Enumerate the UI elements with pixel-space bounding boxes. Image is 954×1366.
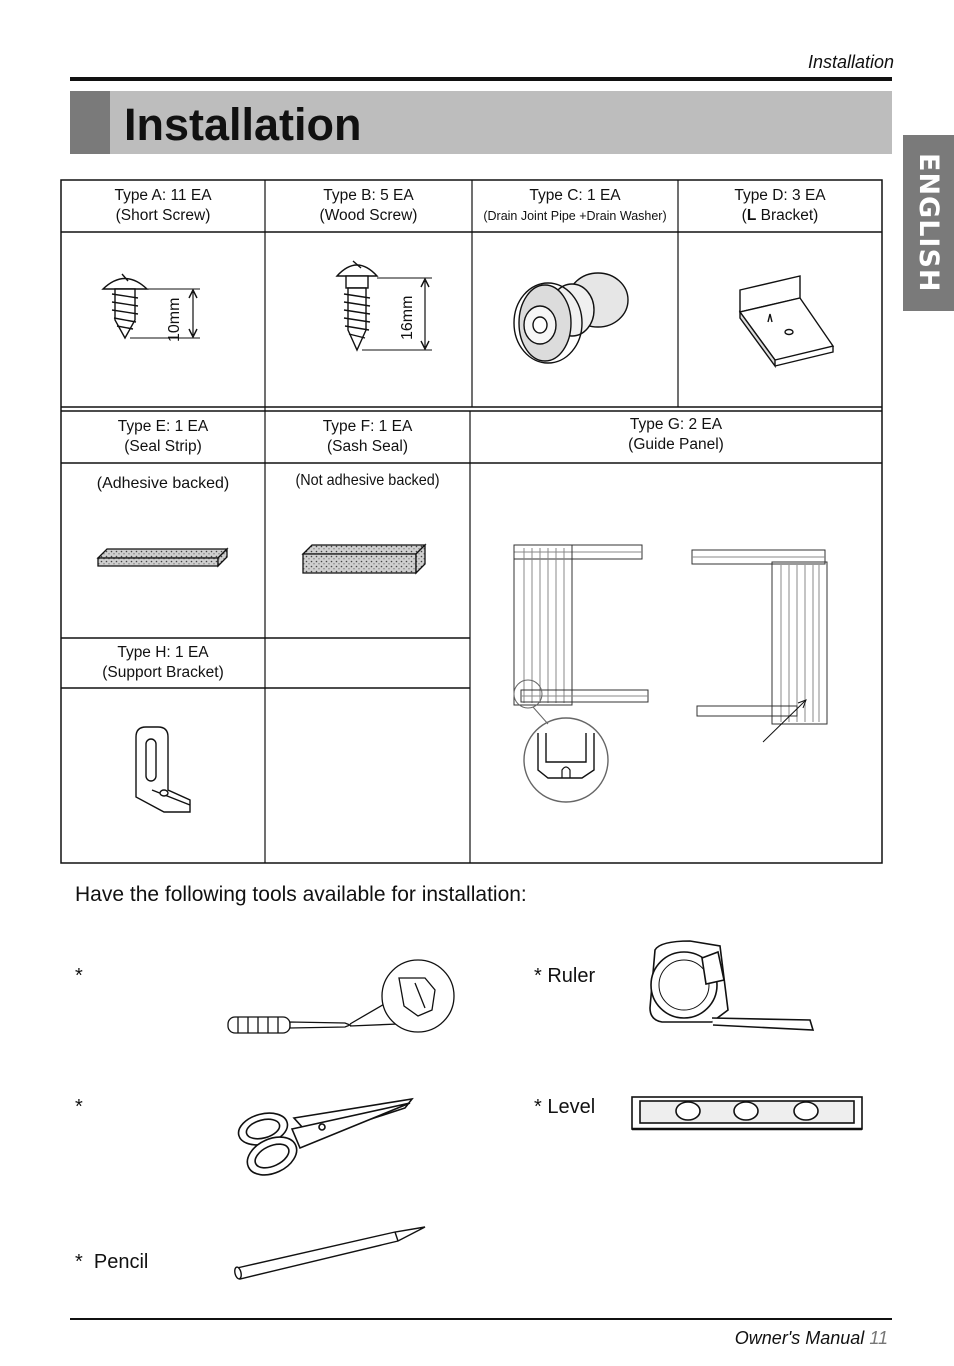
- scissors-drawing: [235, 1099, 412, 1182]
- footer-label: Owner's Manual: [734, 1328, 865, 1348]
- part-h-name: (Support Bracket): [102, 664, 224, 681]
- part-a-quantity: Type A: 11 EA: [114, 187, 212, 204]
- part-f-label: [265, 417, 470, 457]
- level-drawing: [632, 1097, 862, 1129]
- drain-joint-drawing: [514, 273, 628, 363]
- part-h-label: [61, 643, 265, 683]
- seal-strip-drawing: [98, 549, 227, 566]
- screwdriver-drawing: [228, 960, 454, 1033]
- part-d-paren: (: [741, 207, 747, 224]
- page-title: Installation: [124, 99, 362, 150]
- sash-seal-drawing: [303, 545, 425, 573]
- part-e-note: (Adhesive backed): [96, 475, 230, 492]
- page-number: 11: [869, 1328, 888, 1348]
- tools-heading: Have the following tools available for installation:: [75, 883, 527, 906]
- part-b-dimension: 16mm: [399, 295, 416, 340]
- part-b-quantity: Type B: 5 EA: [323, 187, 414, 204]
- support-bracket-drawing: [136, 727, 190, 812]
- part-d-name: [678, 206, 882, 226]
- part-f-name: (Sash Seal): [327, 438, 408, 455]
- part-b-name: (Wood Screw): [319, 207, 418, 224]
- part-a-name: (Short Screw): [115, 207, 211, 224]
- part-d-quantity: Type D: 3 EA: [734, 187, 826, 204]
- tool-label-ruler: * Ruler: [534, 965, 596, 987]
- tape-measure-drawing: [650, 941, 813, 1030]
- l-bracket-drawing: [740, 276, 833, 366]
- parts-table-grid: [61, 180, 882, 863]
- part-g-name: (Guide Panel): [628, 436, 724, 453]
- tool-label-scissors: *: [75, 1096, 83, 1118]
- part-c-name: (Drain Joint Pipe +Drain Washer): [483, 209, 667, 223]
- tool-label-level: * Level: [534, 1096, 596, 1118]
- part-d-name-rest: Bracket): [756, 207, 819, 224]
- footer: [735, 1328, 888, 1349]
- part-e-quantity: Type E: 1 EA: [117, 418, 209, 435]
- tool-label-screwdriver: *: [75, 965, 83, 987]
- wood-screw-drawing: [337, 261, 432, 350]
- tool-label-pencil: * Pencil: [75, 1251, 149, 1273]
- part-e-name: (Seal Strip): [124, 438, 202, 455]
- part-e-label: [61, 417, 265, 457]
- part-c-label: [472, 186, 678, 226]
- part-f-quantity: Type F: 1 EA: [322, 418, 413, 435]
- pencil-drawing: [234, 1227, 425, 1280]
- part-g-quantity: Type G: 2 EA: [629, 416, 723, 433]
- part-b-label: [265, 186, 472, 226]
- part-d-label: [678, 186, 882, 226]
- part-c-quantity: Type C: 1 EA: [529, 187, 621, 204]
- guide-panels-drawing: [514, 545, 827, 802]
- part-a-label: [61, 186, 265, 226]
- part-h-quantity: Type H: 1 EA: [117, 644, 209, 661]
- short-screw-drawing: [103, 274, 200, 338]
- running-header: Installation: [807, 52, 894, 72]
- part-d-name-bold: L: [746, 207, 757, 224]
- part-a-dimension: 10mm: [166, 297, 183, 342]
- part-f-note: (Not adhesive backed): [295, 472, 440, 489]
- footer-rule: [70, 1318, 892, 1320]
- part-g-label: [470, 415, 882, 455]
- language-tab-label: ENGLISH: [913, 153, 944, 293]
